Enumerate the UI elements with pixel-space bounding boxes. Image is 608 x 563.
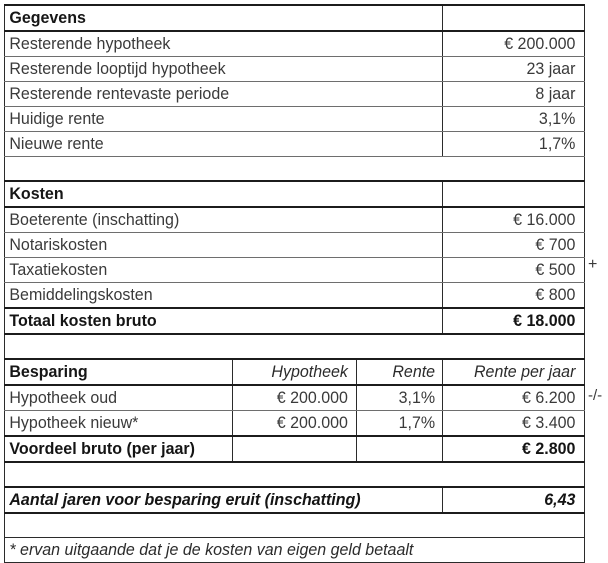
section-title-gegevens: Gegevens	[5, 5, 430, 31]
column-header-rente: Rente	[357, 359, 440, 385]
table-row	[5, 207, 585, 233]
total-voordeel-rente-per-jaar: € 2.800	[443, 436, 581, 462]
table-row	[5, 283, 585, 309]
row-value-resterende-looptijd: 23 jaar	[443, 57, 581, 82]
plus-operator-marker: +	[588, 256, 598, 273]
section-title-besparing: Besparing	[5, 359, 226, 385]
table-row	[5, 411, 585, 437]
row-value-nieuwe-rente: 1,7%	[443, 132, 581, 157]
table-row	[5, 107, 585, 132]
row-label-bemiddelingskosten: Bemiddelingskosten	[5, 283, 430, 309]
spacer-row	[5, 334, 585, 359]
column-header-hypotheek: Hypotheek	[233, 359, 353, 385]
row-value-resterende-hypotheek: € 200.000	[443, 31, 581, 57]
section-header-kosten-spacer	[443, 181, 581, 207]
row-value-bemiddelingskosten: € 800	[443, 283, 581, 309]
total-label-kosten-bruto: Totaal kosten bruto	[5, 308, 430, 334]
row-value-notariskosten: € 700	[443, 233, 581, 258]
section-header-gegevens-spacer	[443, 5, 581, 31]
section-title-kosten: Kosten	[5, 181, 430, 207]
section-header-gegevens	[5, 5, 585, 31]
table-row	[5, 132, 585, 157]
row-label-rentevaste-periode: Resterende rentevaste periode	[5, 82, 430, 107]
row-label-notariskosten: Notariskosten	[5, 233, 430, 258]
row-label-hypotheek-oud: Hypotheek oud	[5, 385, 226, 411]
row-hypotheek-nieuw-bedrag: € 200.000	[233, 411, 353, 437]
row-label-hypotheek-nieuw: Hypotheek nieuw*	[5, 411, 226, 437]
total-label-voordeel-bruto: Voordeel bruto (per jaar)	[5, 436, 226, 462]
spacer-row	[5, 462, 585, 487]
row-value-boeterente: € 16.000	[443, 207, 581, 233]
row-label-taxatiekosten: Taxatiekosten	[5, 258, 430, 283]
payback-period-value: 6,43	[443, 487, 581, 513]
row-hypotheek-oud-rente: 3,1%	[357, 385, 440, 411]
total-voordeel-hypotheek	[233, 436, 353, 462]
row-label-resterende-looptijd: Resterende looptijd hypotheek	[5, 57, 430, 82]
row-value-taxatiekosten: € 500	[443, 258, 581, 283]
total-value-kosten-bruto: € 18.000	[443, 308, 581, 334]
payback-period-row	[5, 487, 585, 513]
table-row	[5, 385, 585, 411]
row-label-boeterente: Boeterente (inschatting)	[5, 207, 430, 233]
footnote-text: * ervan uitgaande dat je de kosten van eigen geld betaalt	[5, 538, 568, 563]
row-value-rentevaste-periode: 8 jaar	[443, 82, 581, 107]
section-header-kosten	[5, 181, 585, 207]
table-row	[5, 31, 585, 57]
column-header-rente-per-jaar: Rente per jaar	[443, 359, 581, 385]
row-hypotheek-nieuw-rente: 1,7%	[357, 411, 440, 437]
row-hypotheek-nieuw-rente-per-jaar: € 3.400	[443, 411, 581, 437]
section-header-besparing	[5, 359, 585, 385]
spacer-row	[5, 513, 585, 538]
footnote-row	[5, 538, 585, 563]
mortgage-calculation-table	[4, 4, 585, 563]
table-row	[5, 233, 585, 258]
row-hypotheek-oud-bedrag: € 200.000	[233, 385, 353, 411]
total-row-voordeel	[5, 436, 585, 462]
spacer-row	[5, 157, 585, 182]
table-row	[5, 57, 585, 82]
row-label-resterende-hypotheek: Resterende hypotheek	[5, 31, 430, 57]
row-label-huidige-rente: Huidige rente	[5, 107, 430, 132]
payback-period-label: Aantal jaren voor besparing eruit (inschatting)	[5, 487, 430, 513]
row-value-huidige-rente: 3,1%	[443, 107, 581, 132]
minus-operator-marker: -/-	[588, 387, 603, 404]
table-row	[5, 82, 585, 107]
row-label-nieuwe-rente: Nieuwe rente	[5, 132, 430, 157]
row-hypotheek-oud-rente-per-jaar: € 6.200	[443, 385, 581, 411]
total-voordeel-rente	[357, 436, 440, 462]
total-row-kosten	[5, 308, 585, 334]
table-row	[5, 258, 585, 283]
